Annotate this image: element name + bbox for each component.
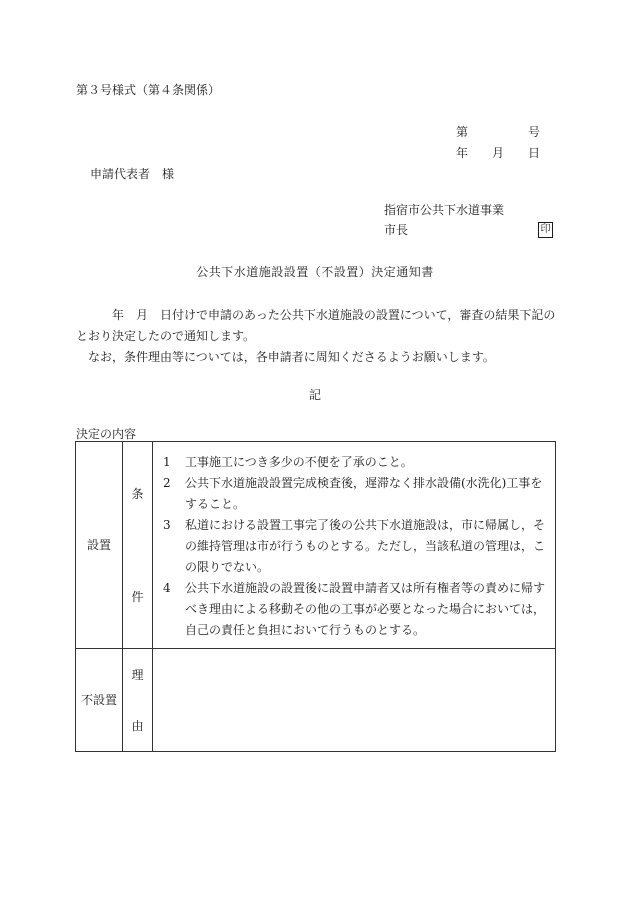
doc-number-prefix: 第 xyxy=(456,125,469,139)
condition-number: 2 xyxy=(163,476,171,490)
decision-table xyxy=(75,441,556,752)
condition-text: 工事施工につき多少の不便を了承のこと。 xyxy=(185,455,413,469)
table-row-install xyxy=(76,442,556,649)
condition-item xyxy=(161,515,547,578)
issue-date xyxy=(456,147,546,161)
addressee: 申請代表者 様 xyxy=(90,167,175,181)
condition-text: 公共下水道施設設置完成検査後，遅滞なく排水設備(水洗化)工事をすること。 xyxy=(185,476,543,511)
seal-stamp: 印 xyxy=(538,222,553,238)
date-year: 年 xyxy=(456,146,469,160)
document-number xyxy=(456,125,541,139)
reason-cell xyxy=(153,649,556,752)
condition-number: 1 xyxy=(163,455,171,469)
row-head-not-install xyxy=(76,649,123,752)
body-paragraph: なお，条件理由等については，各申請者に周知くださるようお願いします。 xyxy=(88,350,495,364)
date-day: 日 xyxy=(528,146,541,160)
issuer-org: 指宿市公共下水道事業 xyxy=(384,203,505,217)
condition-item xyxy=(161,473,547,515)
condition-text: 私道における設置工事完了後の公共下水道施設は，市に帰属し，その維持管理は市が行うものとする。ただし，当該私道の管理は，この限りでない。 xyxy=(185,518,546,574)
section-label: 決定の内容 xyxy=(76,427,137,441)
conditions-cell xyxy=(153,442,556,649)
sub-head-reason xyxy=(123,649,153,752)
condition-item xyxy=(161,578,547,641)
row-head-label: 設置 xyxy=(86,538,111,552)
condition-item xyxy=(161,452,547,473)
row-head-install xyxy=(76,442,123,649)
form-number: 第３号様式（第４条関係） xyxy=(76,83,221,97)
doc-number-suffix: 号 xyxy=(528,125,541,139)
sub-head-char: 条 xyxy=(131,486,144,501)
document-title: 公共下水道施設設置（不設置）決定通知書 xyxy=(196,265,434,279)
sub-head-char: 由 xyxy=(131,718,144,733)
sub-head-conditions xyxy=(123,442,153,649)
table-row-not-install xyxy=(76,649,556,752)
sub-head-char: 理 xyxy=(131,667,144,682)
condition-text: 公共下水道施設の設置後に設置申請者又は所有権者等の責めに帰すべき理由による移動その他の工事が必要となった場合においては，自己の責任と負担において行うものとする。 xyxy=(185,581,546,637)
body-text xyxy=(76,305,556,368)
condition-number: 3 xyxy=(163,518,171,532)
sub-head-char: 件 xyxy=(131,589,144,604)
row-head-label: 不設置 xyxy=(80,693,117,707)
body-paragraph: 年 月 日付けで申請のあった公共下水道施設の設置について，審査の結果下記のとおり決定したので通知します。 xyxy=(76,308,556,343)
condition-number: 4 xyxy=(163,581,171,595)
issuer-title: 市長 xyxy=(384,223,409,237)
ki-heading: 記 xyxy=(308,388,321,402)
date-month: 月 xyxy=(492,146,505,160)
